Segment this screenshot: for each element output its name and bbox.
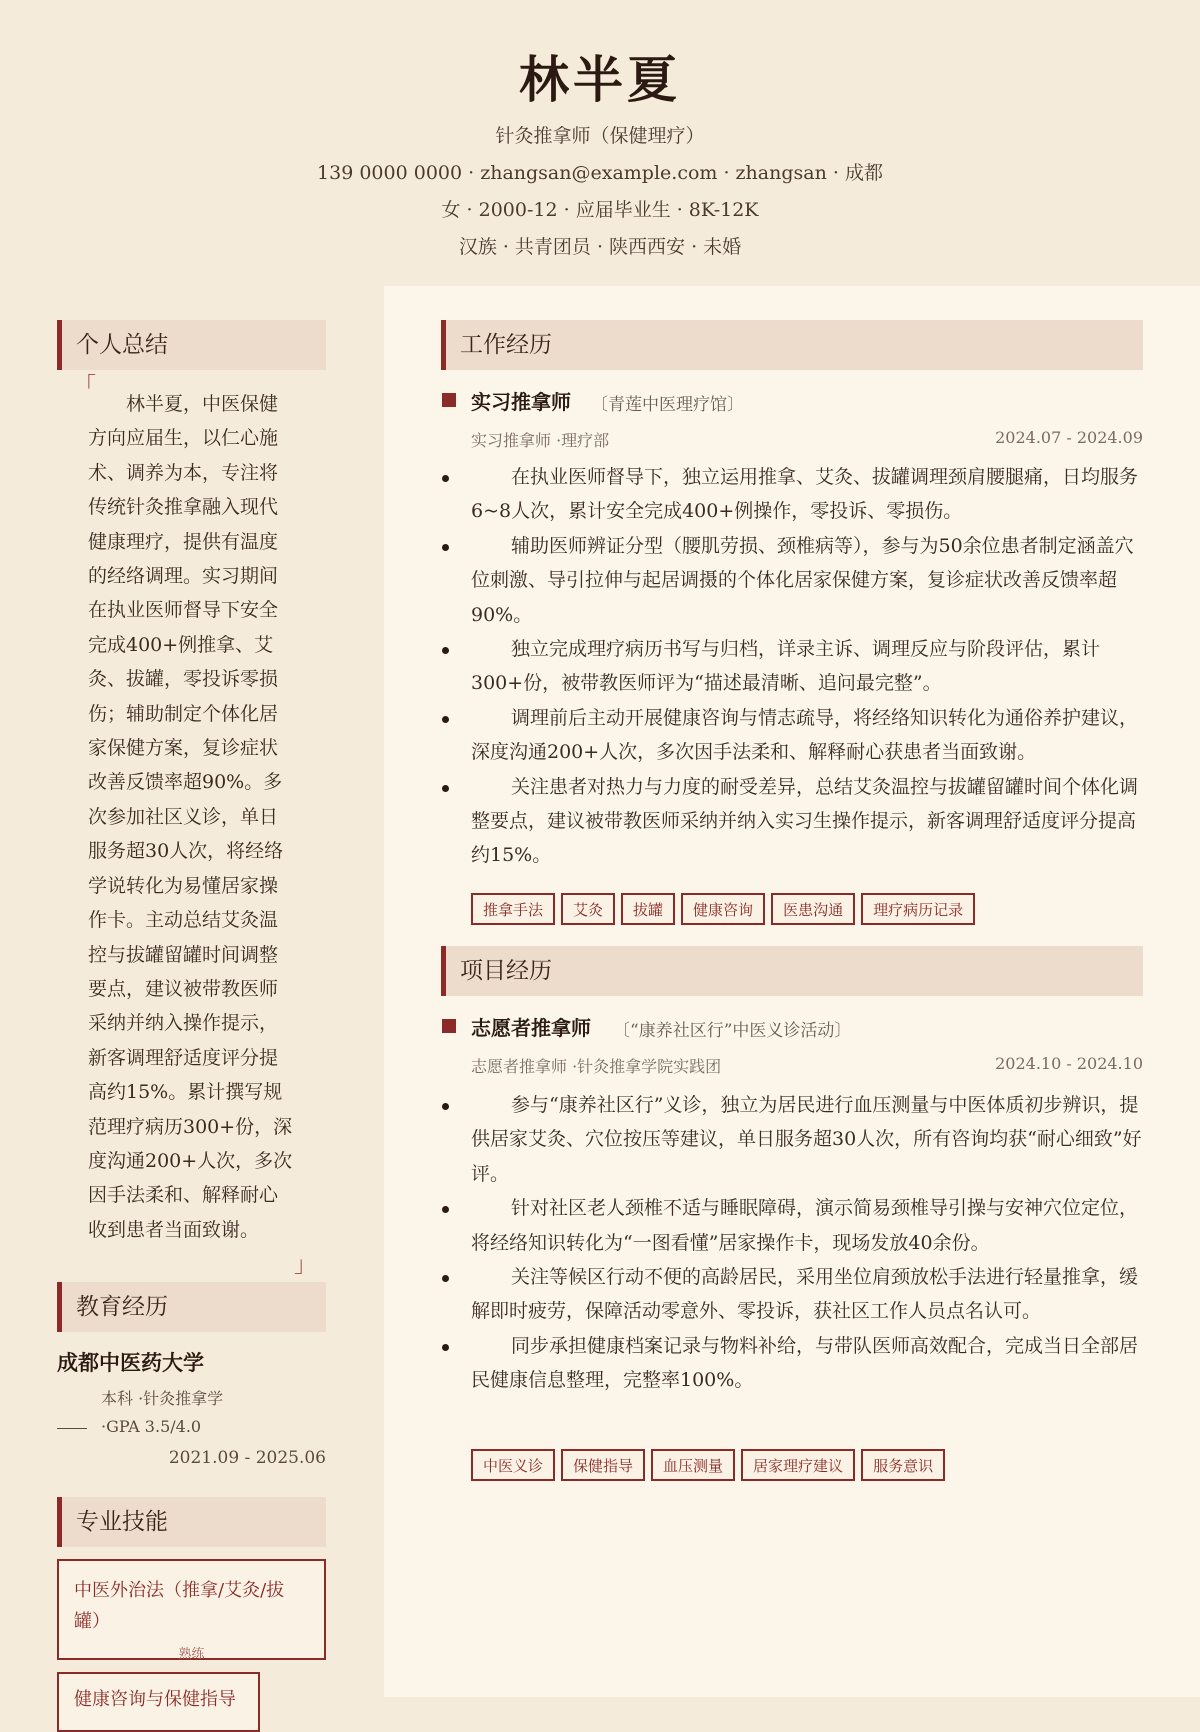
entry-marker bbox=[442, 393, 456, 407]
list-item: 独立完成理疗病历书写与归档，详录主诉、调理反应与阶段评估，累计300+份，被带教医师评为“描述最清晰、追问最完整”。 bbox=[471, 632, 1145, 701]
project-organization: 〔“康养社区行”中医义诊活动〕 bbox=[613, 1021, 852, 1041]
bullet-dot bbox=[442, 785, 449, 792]
work-role: 实习推拿师 bbox=[471, 390, 571, 414]
skill-card bbox=[57, 1672, 260, 1732]
bullet-dot bbox=[442, 544, 449, 551]
skill-tag: 中医义诊 bbox=[471, 1449, 555, 1481]
basic-info: 女 · 2000-12 · 应届毕业生 · 8K-12K bbox=[441, 199, 759, 221]
skills-heading: 专业技能 bbox=[57, 1497, 326, 1547]
skill-tag: 医患沟通 bbox=[771, 893, 855, 925]
work-dates: 2024.07 - 2024.09 bbox=[995, 428, 1143, 447]
education-heading: 教育经历 bbox=[57, 1282, 326, 1332]
degree-major: 本科 ·针灸推拿学 bbox=[101, 1389, 224, 1408]
project-dates: 2024.10 - 2024.10 bbox=[995, 1054, 1143, 1073]
bullet-dot bbox=[442, 475, 449, 482]
bullet-dot bbox=[442, 716, 449, 723]
skill-card bbox=[57, 1559, 326, 1660]
skill-tag: 理疗病历记录 bbox=[861, 893, 975, 925]
summary-text: 林半夏，中医保健方向应届生，以仁心施术、调养为本，专注将传统针灸推拿融入现代健康理疗，提供有温度的经络调理。实习期间在执业医师督导下安全完成400+例推拿、艾灸、拔罐，零投诉零损伤；辅助制定个体化居家保健方案，复诊症状改善反馈率超90%。多次参加社区义诊，单日服务超30人次，将经络学说转化为易懂居家操作卡。主动总结艾灸温控与拔罐留罐时间调整要点，建议被带教医师采纳并纳入操作提示，新客调理舒适度评分提高约15%。累计撰写规范理疗病历300+份，深度沟通200+人次，多次因手法柔和、解释耐心收到患者当面致谢。 bbox=[88, 393, 293, 1241]
skill-tag: 保健指导 bbox=[561, 1449, 645, 1481]
contact-info: 139 0000 0000 · zhangsan@example.com · zhangsan · 成都 bbox=[317, 162, 883, 184]
list-item: 参与“康养社区行”义诊，独立为居民进行血压测量与中医体质初步辨识，提供居家艾灸、穴位按压等建议，单日服务超30人次，所有咨询均获“耐心细致”好评。 bbox=[471, 1088, 1145, 1191]
bullet-dot bbox=[442, 647, 449, 654]
open-quote-mark: 「 bbox=[74, 374, 97, 399]
work-department: 实习推拿师 ·理疗部 bbox=[471, 431, 610, 450]
skill-tag: 服务意识 bbox=[861, 1449, 945, 1481]
project-role: 志愿者推拿师 bbox=[471, 1016, 591, 1040]
divider-dash bbox=[57, 1428, 87, 1429]
project-tags bbox=[471, 1449, 951, 1481]
education-dates: 2021.09 - 2025.06 bbox=[168, 1448, 326, 1468]
list-item: 针对社区老人颈椎不适与睡眠障碍，演示简易颈椎导引操与安神穴位定位，将经络知识转化为“一图看懂”居家操作卡，现场发放40余份。 bbox=[471, 1191, 1145, 1260]
work-heading: 工作经历 bbox=[441, 320, 1143, 370]
skill-level: 熟练 bbox=[178, 1647, 205, 1662]
list-item: 同步承担健康档案记录与物料补给，与带队医师高效配合，完成当日全部居民健康信息整理，完整率100%。 bbox=[471, 1329, 1145, 1398]
bullet-dot bbox=[442, 1275, 449, 1282]
skill-tag: 艾灸 bbox=[561, 893, 615, 925]
job-title: 针灸推拿师（保健理疗） bbox=[495, 125, 705, 147]
skill-tag: 血压测量 bbox=[651, 1449, 735, 1481]
skill-name: 中医外治法（推拿/艾灸/拔罐） bbox=[74, 1580, 285, 1632]
work-bullets bbox=[471, 460, 1145, 873]
bullet-dot bbox=[442, 1344, 449, 1351]
work-tags bbox=[471, 893, 981, 925]
skill-tag: 拔罐 bbox=[621, 893, 675, 925]
list-item: 辅助医师辨证分型（腰肌劳损、颈椎病等），参与为50余位患者制定涵盖穴位刺激、导引拉伸与起居调摄的个体化居家保健方案，复诊症状改善反馈率超90%。 bbox=[471, 529, 1145, 632]
list-item: 调理前后主动开展健康咨询与情志疏导，将经络知识转化为通俗养护建议，深度沟通200+人次，多次因手法柔和、解释耐心获患者当面致谢。 bbox=[471, 701, 1145, 770]
skill-tag: 居家理疗建议 bbox=[741, 1449, 855, 1481]
list-item: 关注患者对热力与力度的耐受差异，总结艾灸温控与拔罐留罐时间个体化调整要点，建议被带教医师采纳并纳入实习生操作提示，新客调理舒适度评分提高约15%。 bbox=[471, 770, 1145, 873]
work-organization: 〔青莲中医理疗馆〕 bbox=[591, 395, 744, 415]
list-item: 关注等候区行动不便的高龄居民，采用坐位肩颈放松手法进行轻量推拿，缓解即时疲劳，保障活动零意外、零投诉，获社区工作人员点名认可。 bbox=[471, 1260, 1145, 1329]
project-team: 志愿者推拿师 ·针灸推拿学院实践团 bbox=[471, 1057, 722, 1076]
entry-marker bbox=[442, 1019, 456, 1033]
gpa: ·GPA 3.5/4.0 bbox=[101, 1417, 202, 1436]
project-heading: 项目经历 bbox=[441, 946, 1143, 996]
project-bullets bbox=[471, 1088, 1145, 1398]
skill-tag: 推拿手法 bbox=[471, 893, 555, 925]
close-quote-mark: 」 bbox=[294, 1253, 317, 1278]
candidate-name: 林半夏 bbox=[519, 50, 681, 109]
list-item: 在执业医师督导下，独立运用推拿、艾灸、拔罐调理颈肩腰腿痛，日均服务6~8人次，累计安全完成400+例操作，零投诉、零损伤。 bbox=[471, 460, 1145, 529]
school-name: 成都中医药大学 bbox=[57, 1350, 204, 1375]
skill-name: 健康咨询与保健指导 bbox=[74, 1689, 236, 1710]
personal-info: 汉族 · 共青团员 · 陕西西安 · 未婚 bbox=[458, 236, 742, 258]
bullet-dot bbox=[442, 1103, 449, 1110]
skill-tag: 健康咨询 bbox=[681, 893, 765, 925]
resume-header bbox=[0, 0, 1200, 286]
summary-heading: 个人总结 bbox=[57, 320, 326, 370]
